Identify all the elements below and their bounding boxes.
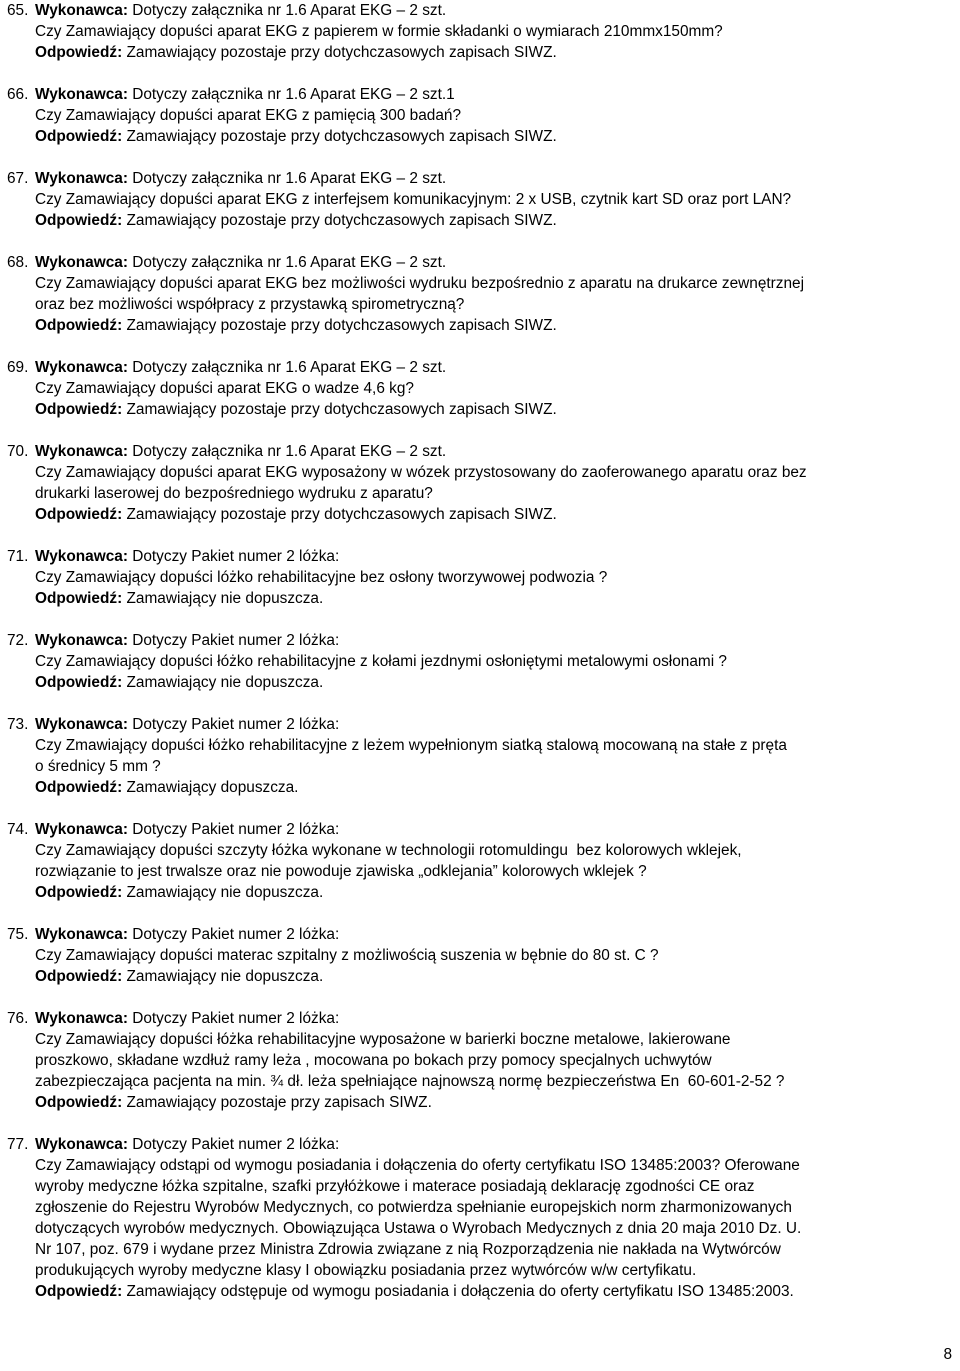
- answer-line: [35, 672, 955, 693]
- answer-text: Zamawiający nie dopuszcza.: [122, 884, 324, 901]
- contractor-line: [35, 84, 955, 105]
- question-line: Nr 107, poz. 679 i wydane przez Ministra Zdrowia związane z nią Rozporządzenia nie nakłada na Wytwórców: [35, 1241, 781, 1258]
- question-line: Czy Zamawiający dopuści materac szpitalny z możliwością suszenia w bębnie do 80 st. C ?: [35, 947, 659, 964]
- page-number: 8: [943, 1346, 952, 1363]
- question-line: Czy Zamawiający dopuści łóżka rehabilitacyjne wyposażone w barierki boczne metalowe, lakierowane: [35, 1031, 731, 1048]
- question-line: Czy Zamawiający dopuści aparat EKG bez możliwości wydruku bezpośrednio z aparatu na drukarce zewnętrznej: [35, 275, 805, 292]
- contractor-line: [35, 441, 955, 462]
- answer-line: [35, 126, 955, 147]
- contractor-text: Dotyczy Pakiet numer 2 lóżka:: [127, 632, 340, 649]
- answer-line: [35, 882, 955, 903]
- answer-label: Odpowiedź:: [35, 317, 123, 334]
- item-number: 70.: [7, 443, 29, 460]
- item-number: 65.: [7, 2, 29, 19]
- item-number: 71.: [7, 548, 29, 565]
- question-line: Czy Zamawiający dopuści aparat EKG z pamięcią 300 badań?: [35, 107, 462, 124]
- contractor-label: Wykonawca:: [35, 632, 128, 649]
- contractor-label: Wykonawca:: [35, 86, 128, 103]
- contractor-line: [35, 357, 955, 378]
- question-line: o średnicy 5 mm ?: [35, 758, 161, 775]
- question-line: zabezpieczająca pacjenta na min. ¾ dł. leża spełniające najnowszą normę bezpieczeństwa En 60-601-2-52 ?: [35, 1073, 785, 1090]
- answer-text: Zamawiający nie dopuszcza.: [122, 590, 324, 607]
- answer-text: Zamawiający odstępuje od wymogu posiadania i dołączenia do oferty certyfikatu ISO 13485:2003.: [122, 1283, 794, 1300]
- item-number: 66.: [7, 86, 29, 103]
- answer-label: Odpowiedź:: [35, 1283, 123, 1300]
- contractor-text: Dotyczy Pakiet numer 2 lóżka:: [127, 548, 340, 565]
- contractor-label: Wykonawca:: [35, 821, 128, 838]
- contractor-text: Dotyczy Pakiet numer 2 lóżka:: [127, 1136, 340, 1153]
- contractor-line: [35, 819, 955, 840]
- answer-text: Zamawiający pozostaje przy dotychczasowych zapisach SIWZ.: [122, 128, 557, 145]
- item-number: 75.: [7, 926, 29, 943]
- contractor-label: Wykonawca:: [35, 254, 128, 271]
- answer-label: Odpowiedź:: [35, 506, 123, 523]
- contractor-line: [35, 546, 955, 567]
- question-line: Czy Zmawiający dopuści łóżko rehabilitacyjne z leżem wypełnionym siatką stalową mocowaną na stałe z pręta: [35, 737, 787, 754]
- question-line: rozwiązanie to jest trwalsze oraz nie powoduje zjawiska „odklejania” kolorowych wklejek ?: [35, 863, 647, 880]
- answer-label: Odpowiedź:: [35, 884, 123, 901]
- answer-text: Zamawiający pozostaje przy dotychczasowych zapisach SIWZ.: [122, 212, 557, 229]
- answer-text: Zamawiający dopuszcza.: [122, 779, 299, 796]
- contractor-line: [35, 168, 955, 189]
- answer-line: [35, 504, 955, 525]
- answer-label: Odpowiedź:: [35, 968, 123, 985]
- item-number: 76.: [7, 1010, 29, 1027]
- qa-item: [7, 357, 955, 420]
- question-line: Czy Zamawiający dopuści aparat EKG wyposażony w wózek przystosowany do zaoferowanego aparatu oraz bez: [35, 464, 807, 481]
- qa-item: [7, 0, 955, 63]
- question-line: dotyczących wyrobów medycznych. Obowiązująca Ustawa o Wyrobach Medycznych z dnia 20 maja 2010 Dz. U.: [35, 1220, 802, 1237]
- question-line: Czy Zamawiający dopuści lóżko rehabilitacyjne bez osłony tworzywowej podwozia ?: [35, 569, 608, 586]
- answer-text: Zamawiający pozostaje przy dotychczasowych zapisach SIWZ.: [122, 506, 557, 523]
- contractor-text: Dotyczy Pakiet numer 2 lóżka:: [127, 716, 340, 733]
- contractor-line: [35, 714, 955, 735]
- question-line: Czy Zamawiający dopuści aparat EKG o wadze 4,6 kg?: [35, 380, 414, 397]
- answer-line: [35, 399, 955, 420]
- question-line: Czy Zamawiający dopuści aparat EKG z papierem w formie składanki o wymiarach 210mmx150mm?: [35, 23, 723, 40]
- answer-label: Odpowiedź:: [35, 674, 123, 691]
- question-line: produkujących wyroby medyczne klasy I obowiązku posiadania przez wytwórców w/w certyfikatu.: [35, 1262, 697, 1279]
- contractor-label: Wykonawca:: [35, 716, 128, 733]
- answer-line: [35, 315, 955, 336]
- answer-text: Zamawiający pozostaje przy dotychczasowych zapisach SIWZ.: [122, 401, 557, 418]
- answer-label: Odpowiedź:: [35, 1094, 123, 1111]
- qa-item: [7, 168, 955, 231]
- question-line: Czy Zamawiający odstąpi od wymogu posiadania i dołączenia do oferty certyfikatu ISO 13485:2003? Oferowane: [35, 1157, 800, 1174]
- answer-text: Zamawiający nie dopuszcza.: [122, 674, 324, 691]
- question-line: oraz bez możliwości współpracy z przystawką spirometryczną?: [35, 296, 465, 313]
- qa-item: [7, 714, 955, 798]
- contractor-text: Dotyczy załącznika nr 1.6 Aparat EKG – 2 szt.: [127, 2, 447, 19]
- item-number: 77.: [7, 1136, 29, 1153]
- question-line: zgłoszenie do Rejestru Wyrobów Medycznych, co potwierdza spełnianie europejskich norm zharmonizowanych: [35, 1199, 792, 1216]
- answer-label: Odpowiedź:: [35, 779, 123, 796]
- answer-label: Odpowiedź:: [35, 44, 123, 61]
- item-number: 68.: [7, 254, 29, 271]
- contractor-line: [35, 252, 955, 273]
- item-number: 74.: [7, 821, 29, 838]
- question-line: Czy Zamawiający dopuści aparat EKG z interfejsem komunikacyjnym: 2 x USB, czytnik kart SD oraz port LAN?: [35, 191, 792, 208]
- qa-item: [7, 252, 955, 336]
- answer-line: [35, 42, 955, 63]
- item-number: 72.: [7, 632, 29, 649]
- contractor-label: Wykonawca:: [35, 548, 128, 565]
- answer-label: Odpowiedź:: [35, 128, 123, 145]
- contractor-label: Wykonawca:: [35, 359, 128, 376]
- question-line: Czy Zamawiający dopuści szczyty łóżka wykonane w technologii rotomuldingu bez kolorowych wklejek,: [35, 842, 742, 859]
- contractor-text: Dotyczy załącznika nr 1.6 Aparat EKG – 2 szt.1: [127, 86, 455, 103]
- contractor-text: Dotyczy załącznika nr 1.6 Aparat EKG – 2 szt.: [127, 443, 447, 460]
- answer-line: [35, 1092, 955, 1113]
- contractor-text: Dotyczy załącznika nr 1.6 Aparat EKG – 2 szt.: [127, 170, 447, 187]
- answer-label: Odpowiedź:: [35, 590, 123, 607]
- question-line: Czy Zamawiający dopuści łóżko rehabilitacyjne z kołami jezdnymi osłoniętymi metalowymi osłonami ?: [35, 653, 727, 670]
- contractor-text: Dotyczy Pakiet numer 2 lóżka:: [127, 926, 340, 943]
- contractor-line: [35, 630, 955, 651]
- contractor-label: Wykonawca:: [35, 2, 128, 19]
- contractor-text: Dotyczy załącznika nr 1.6 Aparat EKG – 2 szt.: [127, 254, 447, 271]
- contractor-text: Dotyczy Pakiet numer 2 lóżka:: [127, 821, 340, 838]
- question-line: wyroby medyczne łóżka szpitalne, szafki przyłóżkowe i materace posiadają deklarację zgodności CE oraz: [35, 1178, 755, 1195]
- answer-text: Zamawiający nie dopuszcza.: [122, 968, 324, 985]
- answer-line: [35, 1281, 955, 1302]
- question-line: drukarki laserowej do bezpośredniego wydruku z aparatu?: [35, 485, 433, 502]
- item-number: 67.: [7, 170, 29, 187]
- answer-text: Zamawiający pozostaje przy zapisach SIWZ.: [122, 1094, 432, 1111]
- contractor-text: Dotyczy załącznika nr 1.6 Aparat EKG – 2 szt.: [127, 359, 447, 376]
- contractor-line: [35, 1008, 955, 1029]
- answer-line: [35, 210, 955, 231]
- qa-item: [7, 84, 955, 147]
- contractor-line: [35, 0, 955, 21]
- answer-text: Zamawiający pozostaje przy dotychczasowych zapisach SIWZ.: [122, 44, 557, 61]
- question-line: proszkowo, składane wzdłuż ramy leża , mocowana po bokach przy pomocy specjalnych uchwytów: [35, 1052, 712, 1069]
- contractor-label: Wykonawca:: [35, 170, 128, 187]
- item-number: 73.: [7, 716, 29, 733]
- answer-line: [35, 966, 955, 987]
- contractor-label: Wykonawca:: [35, 443, 128, 460]
- qa-item: [7, 924, 955, 987]
- item-number: 69.: [7, 359, 29, 376]
- answer-line: [35, 777, 955, 798]
- answer-text: Zamawiający pozostaje przy dotychczasowych zapisach SIWZ.: [122, 317, 557, 334]
- contractor-line: [35, 924, 955, 945]
- question-list: [7, 0, 955, 1323]
- contractor-text: Dotyczy Pakiet numer 2 lóżka:: [127, 1010, 340, 1027]
- qa-item: [7, 630, 955, 693]
- qa-item: [7, 546, 955, 609]
- qa-item: [7, 819, 955, 903]
- contractor-label: Wykonawca:: [35, 1010, 128, 1027]
- contractor-label: Wykonawca:: [35, 1136, 128, 1153]
- answer-label: Odpowiedź:: [35, 401, 123, 418]
- qa-item: [7, 1008, 955, 1113]
- qa-item: [7, 441, 955, 525]
- contractor-line: [35, 1134, 955, 1155]
- contractor-label: Wykonawca:: [35, 926, 128, 943]
- qa-item: [7, 1134, 955, 1302]
- answer-label: Odpowiedź:: [35, 212, 123, 229]
- answer-line: [35, 588, 955, 609]
